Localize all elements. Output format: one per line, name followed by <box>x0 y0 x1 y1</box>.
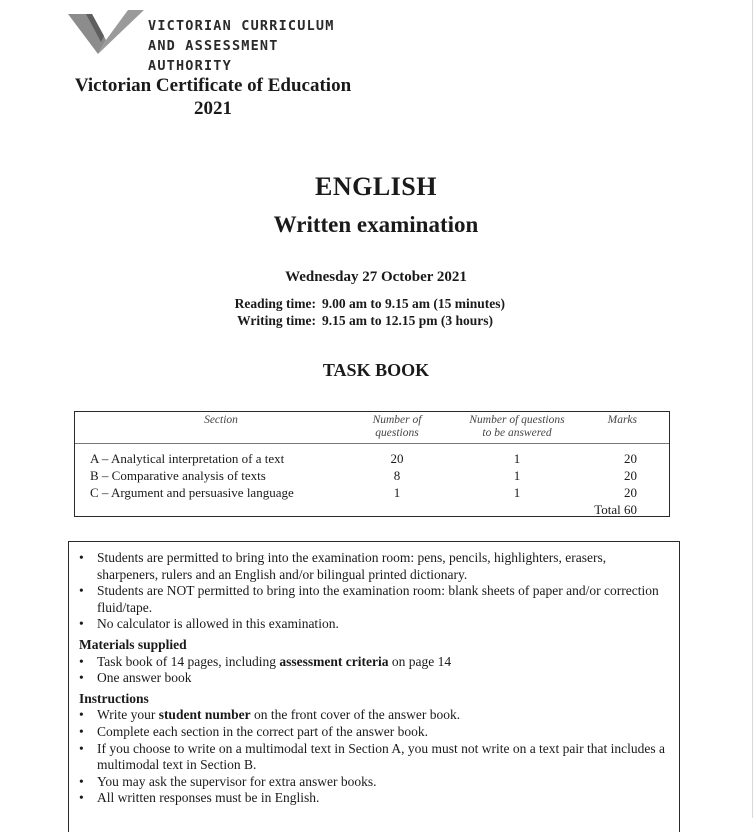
writing-time-value: 9.15 am to 12.15 pm (3 hours) <box>322 313 493 328</box>
row-section: B – Comparative analysis of texts <box>90 468 266 483</box>
logo-line-1: VICTORIAN CURRICULUM <box>148 18 335 34</box>
header-section: Section <box>204 414 238 426</box>
table-row <box>75 467 669 484</box>
table-row <box>75 484 669 501</box>
certificate-year: 2021 <box>194 98 232 119</box>
materials-heading: Materials supplied <box>79 636 187 652</box>
total-marks: Total 60 <box>594 502 637 517</box>
instructions-heading: Instructions <box>79 690 149 706</box>
list-item: • One answer book <box>79 670 667 687</box>
vcaa-logo-text <box>148 16 358 76</box>
row-section: C – Argument and persuasive language <box>90 485 294 500</box>
exam-subtitle: Written examination <box>273 212 479 237</box>
reading-time-value: 9.00 am to 9.15 am (15 minutes) <box>322 296 505 311</box>
row-marks: 20 <box>624 451 637 466</box>
list-item: • If you choose to write on a multimodal text in Section A, you must not write on a text pair that includes a multimodal text in Section B. <box>79 741 667 774</box>
logo-line-2: AND ASSESSMENT AUTHORITY <box>148 38 279 74</box>
table-header-row <box>75 412 669 444</box>
row-section: A – Analytical interpretation of a text <box>90 451 285 466</box>
instructions-box <box>68 541 680 832</box>
list-item: • Write your student number on the front cover of the answer book. <box>79 707 667 724</box>
instructions-list <box>79 707 667 807</box>
reading-time-label: Reading time: <box>234 296 316 311</box>
header-questions-to-answer: Number of questions to be answered <box>469 414 565 439</box>
table-row <box>75 450 669 467</box>
student-number-text: student number <box>158 707 251 723</box>
list-item: • Students are permitted to bring into the examination room: pens, pencils, highlighters, erasers, sharpeners, rulers and an English and/or bilingual printed dictionary. <box>79 550 667 583</box>
row-questions: 1 <box>393 485 401 500</box>
writing-time-label: Writing time: <box>237 313 316 328</box>
structure-table <box>75 412 669 519</box>
rules-list <box>79 550 667 633</box>
materials-list <box>79 654 667 687</box>
certificate-heading <box>68 74 358 120</box>
exam-times <box>228 295 505 329</box>
list-item: • Task book of 14 pages, including assessment criteria on page 14 <box>79 654 667 671</box>
assessment-criteria-text: assessment criteria <box>279 653 389 669</box>
booklet-title: TASK BOOK <box>322 360 430 380</box>
vcaa-logo-icon <box>68 10 148 58</box>
structure-table-box <box>74 411 670 517</box>
list-item: • You may ask the supervisor for extra answer books. <box>79 774 667 791</box>
list-item: • Complete each section in the correct part of the answer book. <box>79 724 667 741</box>
exam-date: Wednesday 27 October 2021 <box>285 269 467 285</box>
table-total-row <box>75 501 669 519</box>
row-questions: 20 <box>390 451 404 466</box>
list-item: • No calculator is allowed in this examination. <box>79 616 667 633</box>
header-number-of-questions: Number of questions <box>372 414 422 439</box>
row-marks: 20 <box>624 485 637 500</box>
list-item: • Students are NOT permitted to bring into the examination room: blank sheets of paper and/or correction fluid/tape. <box>79 583 667 616</box>
row-answered: 1 <box>513 485 521 500</box>
row-answered: 1 <box>513 451 521 466</box>
page-edge <box>752 0 753 818</box>
subject-title: ENGLISH <box>315 172 437 201</box>
row-marks: 20 <box>624 468 637 483</box>
certificate-title: Victorian Certificate of Education <box>74 75 352 96</box>
vcaa-logo <box>68 10 358 74</box>
row-answered: 1 <box>513 468 521 483</box>
list-item: • All written responses must be in English. <box>79 790 667 807</box>
row-questions: 8 <box>393 468 401 483</box>
header-marks: Marks <box>607 414 637 426</box>
